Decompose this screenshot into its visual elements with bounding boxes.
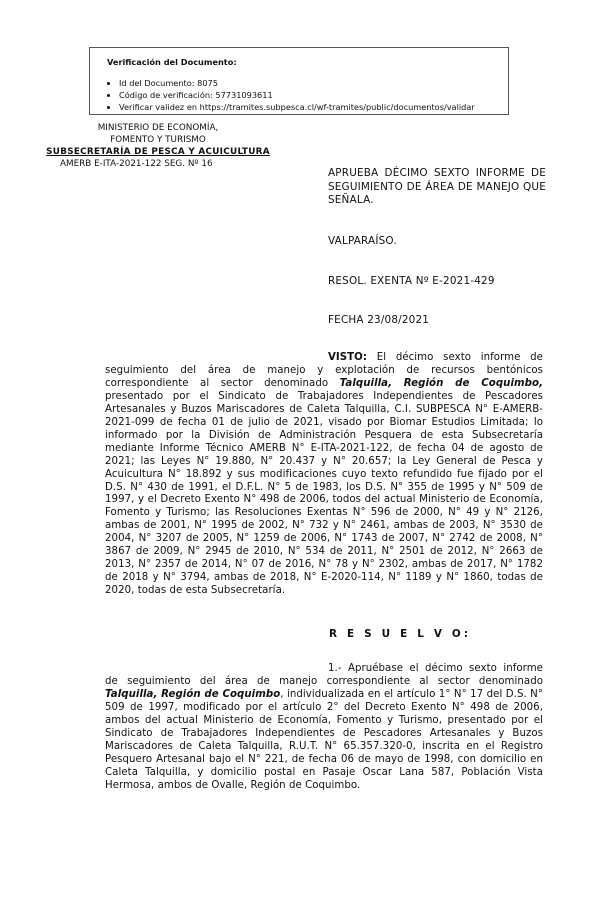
resuelvo-heading: R E S U E L V O: xyxy=(329,628,472,640)
verification-box xyxy=(89,47,509,115)
ministry-line-2: FOMENTO Y TURISMO xyxy=(110,135,206,145)
amerb-reference: AMERB E-ITA-2021-122 SEG. Nº 16 xyxy=(60,159,213,169)
visto-sector: Talquilla, Región de Coquimbo, xyxy=(339,377,543,389)
resolution-number: RESOL. EXENTA Nº E-2021-429 xyxy=(328,275,495,287)
verification-link[interactable]: • Verificar validez en https://tramites.subpesca.cl/wf-tramites/public/documentos/validar xyxy=(119,101,508,113)
document-city: VALPARAÍSO. xyxy=(328,235,397,247)
visto-text-1: El décimo sexto informe de seguimiento del área de manejo y explotación de recursos bentónicos correspondiente al sector denominado xyxy=(105,352,543,389)
document-id: • Id del Documento: 8075 xyxy=(119,77,508,89)
visto-paragraph xyxy=(105,352,543,598)
art1-text-1: 1.- Apruébase el décimo sexto informe de seguimiento del área de manejo correspondiente al sector denominado xyxy=(105,663,543,687)
art1-sector: Talquilla, Región de Coquimbo xyxy=(105,688,281,700)
verification-list xyxy=(107,77,508,113)
art1-text-2: , individualizada en el artículo 1° N° 17 del D.S. N° 509 de 1997, modificado por el artículo 2° del Decreto Exento N° 498 de 2006, ambos del actual Ministerio de Economía, Fomento y Turismo, presentado por el Sindicato de Trabajadores Independientes de Pescadores Artesanales y Buzos Mariscadores de Caleta Talquilla, R.U.T. N° 65.357.320-0, inscrita en el Registro Pesquero Artesanal bajo el N° 221, de fecha 06 de mayo de 1998, con domicilio en Caleta Talquilla, y domicilio postal en Pasaje Oscar Lana 587, Población Vista Hermosa, ambos de Ovalle, Región de Coquimbo. xyxy=(105,688,543,791)
verification-title: Verificación del Documento: xyxy=(107,57,237,67)
article-1-paragraph xyxy=(105,663,543,793)
visto-label: VISTO: xyxy=(328,352,367,363)
document-title: APRUEBA DÉCIMO SEXTO INFORME DE SEGUIMIENTO DE ÁREA DE MANEJO QUE SEÑALA. xyxy=(328,167,546,206)
verification-code: • Código de verificación: 57731093611 xyxy=(119,89,508,101)
document-date: FECHA 23/08/2021 xyxy=(328,314,430,326)
subsecretaria-name: SUBSECRETARÍA DE PESCA Y ACUICULTURA xyxy=(46,147,270,157)
issuer-header xyxy=(28,122,288,170)
visto-text-2: presentado por el Sindicato de Trabajadores Independientes de Pescadores Artesanales y Buzos Mariscadores de Caleta Talquilla, C.I. SUBPESCA N° E-AMERB-2021-099 de fecha 01 de julio de 2021, visado por Biomar Estudios Limitada; lo informado por la División de Administración Pesquera de esta Subsecretaría mediante Informe Técnico AMERB N° E-ITA-2021-122, de fecha 04 de agosto de 2021; las Leyes N° 19.880, N° 20.437 y N° 20.657; la Ley General de Pesca y Acuicultura N° 18.892 y sus modificaciones cuyo texto refundido fue fijado por el D.S. N° 430 de 1991, el D.F.L. N° 5 de 1983, los D.S. N° 355 de 1995 y N° 509 de 1997, y el Decreto Exento N° 498 de 2006, todos del actual Ministerio de Economía, Fomento y Turismo; las Resoluciones Exentas N° 596 de 2000, N° 49 y N° 2126, ambas de 2001, N° 1995 de 2002, N° 732 y N° 2461, ambas de 2003, N° 3530 de 2004, N° 3207 de 2005, N° 1259 de 2006, N° 1743 de 2007, N° 2742 de 2008, N° 3867 de 2009, N° 2945 de 2010, N° 534 de 2011, N° 2501 de 2012, N° 2663 de 2013, N° 2357 de 2014, N° 07 de 2016, N° 78 y N° 2302, ambas de 2017, N° 1782 de 2018 y N° 3794, ambas de 2018, N° E-2020-114, N° 1189 y N° 1860, todas de 2020, todas de esta Subsecretaría. xyxy=(105,390,543,597)
ministry-line-1: MINISTERIO DE ECONOMÍA, xyxy=(97,123,219,133)
